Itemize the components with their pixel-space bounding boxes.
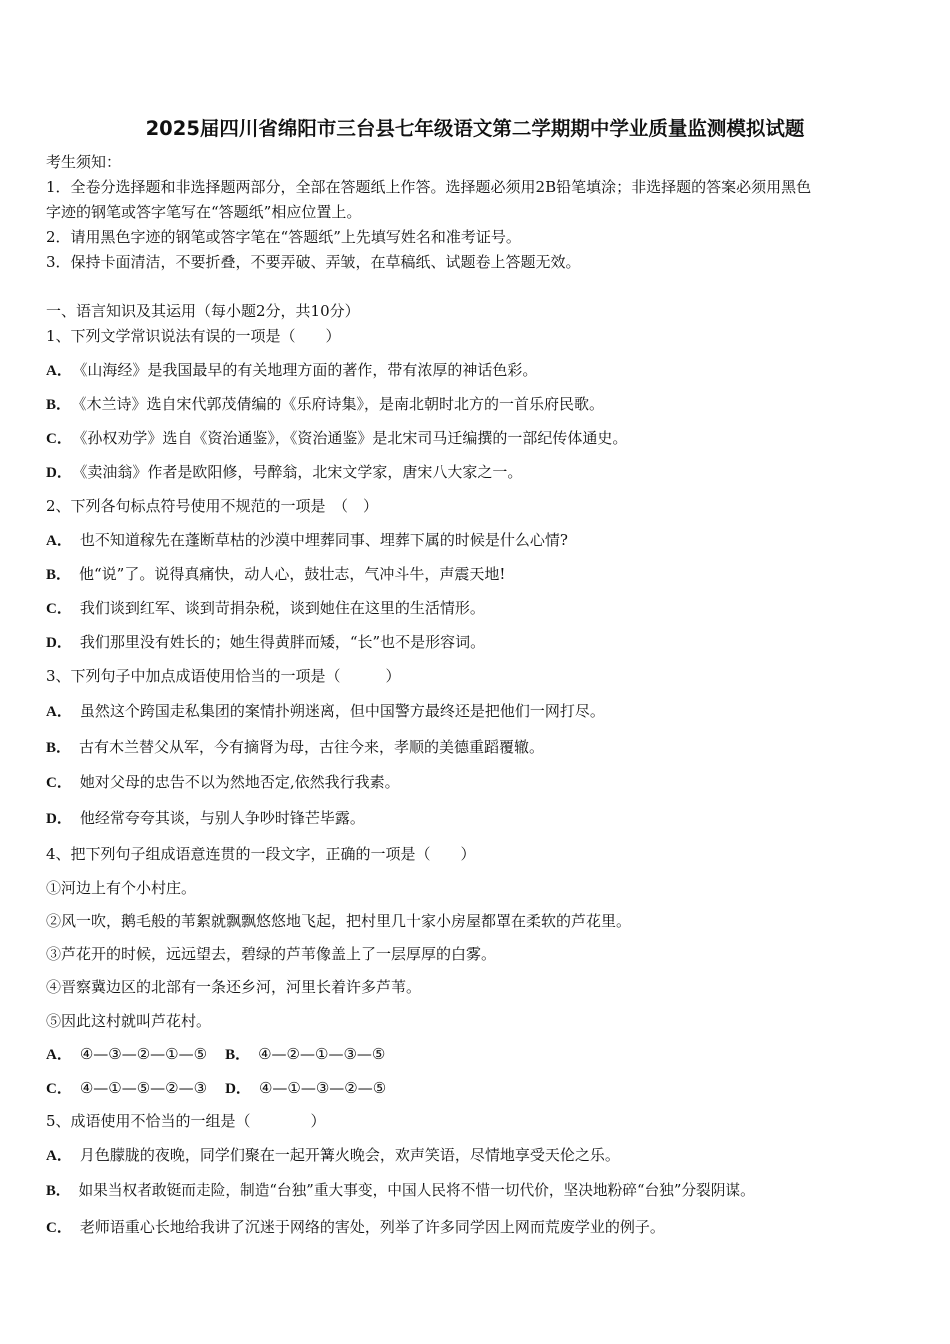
q1-stem: 1、下列文学常识说法有误的一项是（ ） bbox=[46, 327, 341, 345]
q5-option-b bbox=[46, 1182, 755, 1200]
option-letter: B． bbox=[46, 397, 72, 413]
q4-options-cd bbox=[46, 1079, 386, 1098]
q4-sentence-5: ⑤因此这村就叫芦花村。 bbox=[46, 1012, 212, 1030]
option-letter: B． bbox=[225, 1047, 251, 1063]
option-letter: B． bbox=[46, 1183, 71, 1199]
q4-option-d: ④—①—③—②—⑤ bbox=[258, 1079, 387, 1097]
option-text: 老师语重心长地给我讲了沉迷于网络的害处，列举了许多同学因上网而荒废学业的例子。 bbox=[79, 1218, 665, 1236]
page-title: 2025届四川省绵阳市三台县七年级语文第二学期期中学业质量监测模拟试题 bbox=[145, 117, 805, 140]
option-letter: B． bbox=[46, 740, 72, 756]
option-letter: D． bbox=[225, 1081, 251, 1097]
option-text: 她对父母的忠告不以为然地否定,依然我行我素。 bbox=[79, 773, 400, 791]
option-letter: D． bbox=[46, 465, 72, 481]
option-text: 月色朦胧的夜晚，同学们聚在一起开篝火晚会，欢声笑语，尽情地享受天伦之乐。 bbox=[79, 1146, 620, 1164]
q5-option-c bbox=[46, 1218, 665, 1237]
notice-item-3: 3．保持卡面清洁，不要折叠，不要弄破、弄皱，在草稿纸、试题卷上答题无效。 bbox=[46, 253, 581, 271]
q2-option-d bbox=[46, 633, 485, 652]
option-text: 他“说”了。说得真痛快，动人心，鼓壮志，气冲斗牛，声震天地! bbox=[79, 565, 506, 583]
q4-stem: 4、把下列句子组成语意连贯的一段文字，正确的一项是（ ） bbox=[46, 845, 476, 863]
option-letter: C． bbox=[46, 1220, 72, 1236]
notice-item-1: 1．全卷分选择题和非选择题两部分，全部在答题纸上作答。选择题必须用2B铅笔填涂；非选择题的答案必须用黑色 bbox=[46, 178, 812, 196]
option-letter: D． bbox=[46, 635, 72, 651]
notice-item-1-cont: 字迹的钢笔或答字笔写在“答题纸”相应位置上。 bbox=[46, 203, 362, 221]
option-letter: A． bbox=[46, 704, 72, 720]
q5-option-a bbox=[46, 1146, 620, 1165]
option-text: 也不知道稼先在蓬断草枯的沙漠中埋葬同事、埋葬下属的时候是什么心情? bbox=[79, 531, 568, 549]
option-letter: B． bbox=[46, 567, 72, 583]
q4-option-a: ④—③—②—①—⑤ bbox=[79, 1045, 208, 1063]
q4-option-b: ④—②—①—③—⑤ bbox=[258, 1045, 386, 1063]
q2-option-a bbox=[46, 531, 568, 550]
notice-heading: 考生须知： bbox=[46, 153, 122, 171]
q4-sentence-2: ②风一吹，鹅毛般的苇絮就飘飘悠悠地飞起，把村里几十家小房屋都罩在柔软的芦花里。 bbox=[46, 912, 632, 930]
q3-stem: 3、下列句子中加点成语使用恰当的一项是（ ） bbox=[46, 667, 401, 685]
option-letter: C． bbox=[46, 431, 72, 447]
option-letter: A． bbox=[46, 533, 72, 549]
q2-option-c bbox=[46, 599, 485, 618]
option-text: 古有木兰替父从军，今有摘肾为母，古往今来，孝顺的美德重蹈覆辙。 bbox=[79, 738, 545, 756]
option-letter: A． bbox=[46, 1047, 72, 1063]
q3-option-a bbox=[46, 702, 605, 721]
q2-option-b bbox=[46, 565, 505, 584]
q2-stem: 2、下列各句标点符号使用不规范的一项是 （ ） bbox=[46, 497, 379, 515]
q3-option-b bbox=[46, 738, 544, 757]
q1-option-d bbox=[46, 463, 522, 482]
option-letter: D． bbox=[46, 811, 72, 827]
q1-option-c bbox=[46, 429, 627, 448]
q3-option-c bbox=[46, 773, 400, 792]
option-text: 虽然这个跨国走私集团的案情扑朔迷离，但中国警方最终还是把他们一网打尽。 bbox=[79, 702, 605, 720]
q1-option-b bbox=[46, 395, 604, 414]
option-text: 《山海经》是我国最早的有关地理方面的著作，带有浓厚的神话色彩。 bbox=[79, 361, 538, 379]
q1-option-a bbox=[46, 361, 537, 380]
option-text: 我们谈到红军、谈到苛捐杂税，谈到她住在这里的生活情形。 bbox=[79, 599, 485, 617]
option-text: 我们那里没有姓长的；她生得黄胖而矮，“长”也不是形容词。 bbox=[79, 633, 486, 651]
option-text: 《卖油翁》作者是欧阳修，号醉翁，北宋文学家，唐宋八大家之一。 bbox=[79, 463, 523, 481]
q4-option-c: ④—①—⑤—②—③ bbox=[79, 1079, 208, 1097]
option-letter: C． bbox=[46, 1081, 72, 1097]
option-letter: C． bbox=[46, 775, 72, 791]
q4-sentence-3: ③芦花开的时候，远远望去，碧绿的芦苇像盖上了一层厚厚的白雾。 bbox=[46, 945, 497, 963]
option-letter: A． bbox=[46, 363, 72, 379]
notice-item-2: 2．请用黑色字迹的钢笔或答字笔在“答题纸”上先填写姓名和准考证号。 bbox=[46, 228, 521, 246]
option-text: 《孙权劝学》选自《资治通鉴》，《资治通鉴》是北宋司马迁编撰的一部纪传体通史。 bbox=[79, 429, 628, 447]
q4-sentence-4: ④晋察冀边区的北部有一条还乡河，河里长着许多芦苇。 bbox=[46, 978, 422, 996]
option-text: 他经常夸夸其谈，与别人争吵时锋芒毕露。 bbox=[79, 809, 365, 827]
section-heading: 一、语言知识及其运用（每小题2分，共10分） bbox=[46, 302, 360, 320]
q5-stem: 5、成语使用不恰当的一组是（ ） bbox=[46, 1112, 326, 1130]
option-letter: A． bbox=[46, 1148, 72, 1164]
q4-options-ab bbox=[46, 1045, 385, 1064]
option-letter: C． bbox=[46, 601, 72, 617]
option-text: 如果当权者敢铤而走险，制造“台独”重大事变，中国人民将不惜一切代价，坚决地粉碎“台独”分裂阴谋。 bbox=[78, 1182, 755, 1199]
q4-sentence-1: ①河边上有个小村庄。 bbox=[46, 879, 197, 897]
option-text: 《木兰诗》选自宋代郭茂倩编的《乐府诗集》，是南北朝时北方的一首乐府民歌。 bbox=[79, 395, 605, 413]
q3-option-d bbox=[46, 809, 365, 828]
